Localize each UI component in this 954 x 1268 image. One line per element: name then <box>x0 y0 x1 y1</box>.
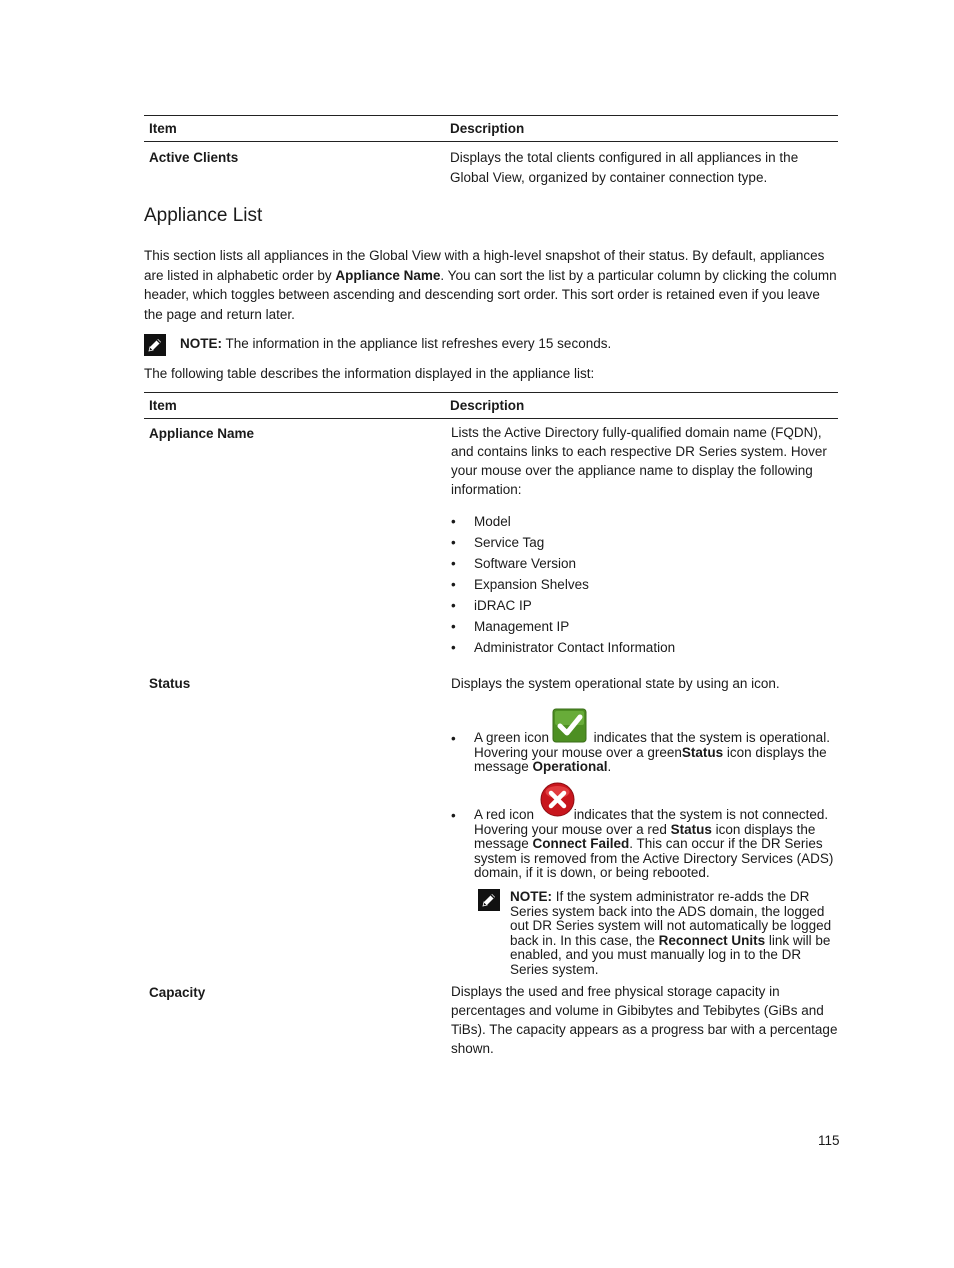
red-bold-status: Status <box>670 821 712 837</box>
row-description-capacity: Displays the used and free physical storage capacity in percentages and volume in Gibibytes and Tebibytes (GiBs and TiBs). The capacity appears as a progress bar with a percentage shown. <box>451 984 838 1056</box>
list-item: • Management IP <box>451 616 838 637</box>
appliance-info-list <box>451 511 838 658</box>
table-intro: The following table describes the information displayed in the appliance list: <box>144 366 595 381</box>
red-mid: icon displays the message <box>474 821 816 852</box>
bullet-dot: • <box>451 731 456 746</box>
row-item: Active Clients <box>149 150 239 165</box>
green-post: indicates that the system is operational. Hovering your mouse over a green <box>474 730 830 760</box>
pencil-note-icon <box>144 334 166 356</box>
list-item: • Expansion Shelves <box>451 574 838 595</box>
row-item-capacity: Capacity <box>149 985 206 1000</box>
intro-text-end: . You can sort the list by a particular column by clicking the column header, which toggles between ascending and descending sort order. This sort order is retained even if you leave the page and return later. <box>144 267 837 322</box>
pencil-note-icon <box>478 889 500 911</box>
items-table-1 <box>144 115 838 187</box>
note-bold-reconnect-units: Reconnect Units <box>658 932 766 948</box>
red-bold-connect-failed: Connect Failed <box>532 836 630 852</box>
header-description: Description <box>450 398 525 413</box>
note-text <box>180 334 611 353</box>
note-post: link will be enabled, and you must manually log in to the DR Series system. <box>510 932 831 977</box>
green-status-text <box>474 731 838 775</box>
table-header <box>144 392 838 419</box>
note-label: NOTE: <box>180 336 222 351</box>
header-item: Item <box>149 121 177 136</box>
list-item: • Service Tag <box>451 532 838 553</box>
note-label: NOTE: <box>510 889 552 904</box>
row-item-appliance-name: Appliance Name <box>149 426 255 441</box>
list-item: • Administrator Contact Information <box>451 637 838 658</box>
list-item: • Model <box>451 511 838 532</box>
note <box>144 334 838 356</box>
page-number: 115 <box>818 1133 840 1148</box>
green-bold-status: Status <box>681 744 724 760</box>
list-item: • Software Version <box>451 553 838 574</box>
intro-bold-term: Appliance Name <box>335 267 441 283</box>
bullet-dot: • <box>451 808 456 823</box>
green-mid: icon displays the message <box>474 744 827 775</box>
items-table-2 <box>144 392 838 419</box>
note-body: The information in the appliance list refreshes every 15 seconds. <box>222 336 612 351</box>
section-heading: Appliance List <box>144 205 263 226</box>
red-pre: A red icon <box>474 807 538 822</box>
row-item-status: Status <box>149 676 191 691</box>
green-end: . <box>607 759 612 775</box>
intro-text: This section lists all appliances in the Global View with a high-level snapshot of their status. By default, appliances are listed in alphabetic order by <box>144 248 825 283</box>
table-row <box>144 142 838 187</box>
header-description: Description <box>450 121 525 136</box>
red-post: indicates that the system is not connected. Hovering your mouse over a red <box>474 807 829 837</box>
row-description-appliance-name: Lists the Active Directory fully-qualified domain name (FQDN), and contains links to each respective DR Series system. Hover your mouse over the appliance name to display the following information: <box>451 425 827 497</box>
list-item: • iDRAC IP <box>451 595 838 616</box>
row-description: Displays the total clients configured in all appliances in the Global View, organized by container connection type. <box>450 150 799 185</box>
green-bold-operational: Operational <box>532 759 608 775</box>
red-status-text <box>474 808 838 881</box>
red-end: . This can occur if the DR Series system is removed from the Active Directory Services (ADS) domain, if it is down, or being rebooted. <box>474 836 834 881</box>
note-pre: If the system administrator re-adds the DR Series system back into the ADS domain, the logged out DR Series system will not automatically be logged back in. In this case, the <box>510 889 832 948</box>
row-description-status: Displays the system operational state by using an icon. <box>451 676 780 691</box>
section-intro <box>144 246 838 324</box>
green-pre: A green icon <box>474 730 553 745</box>
status-note-text <box>510 890 838 978</box>
status-note <box>478 889 838 978</box>
table-header <box>144 115 838 142</box>
header-item: Item <box>149 398 177 413</box>
